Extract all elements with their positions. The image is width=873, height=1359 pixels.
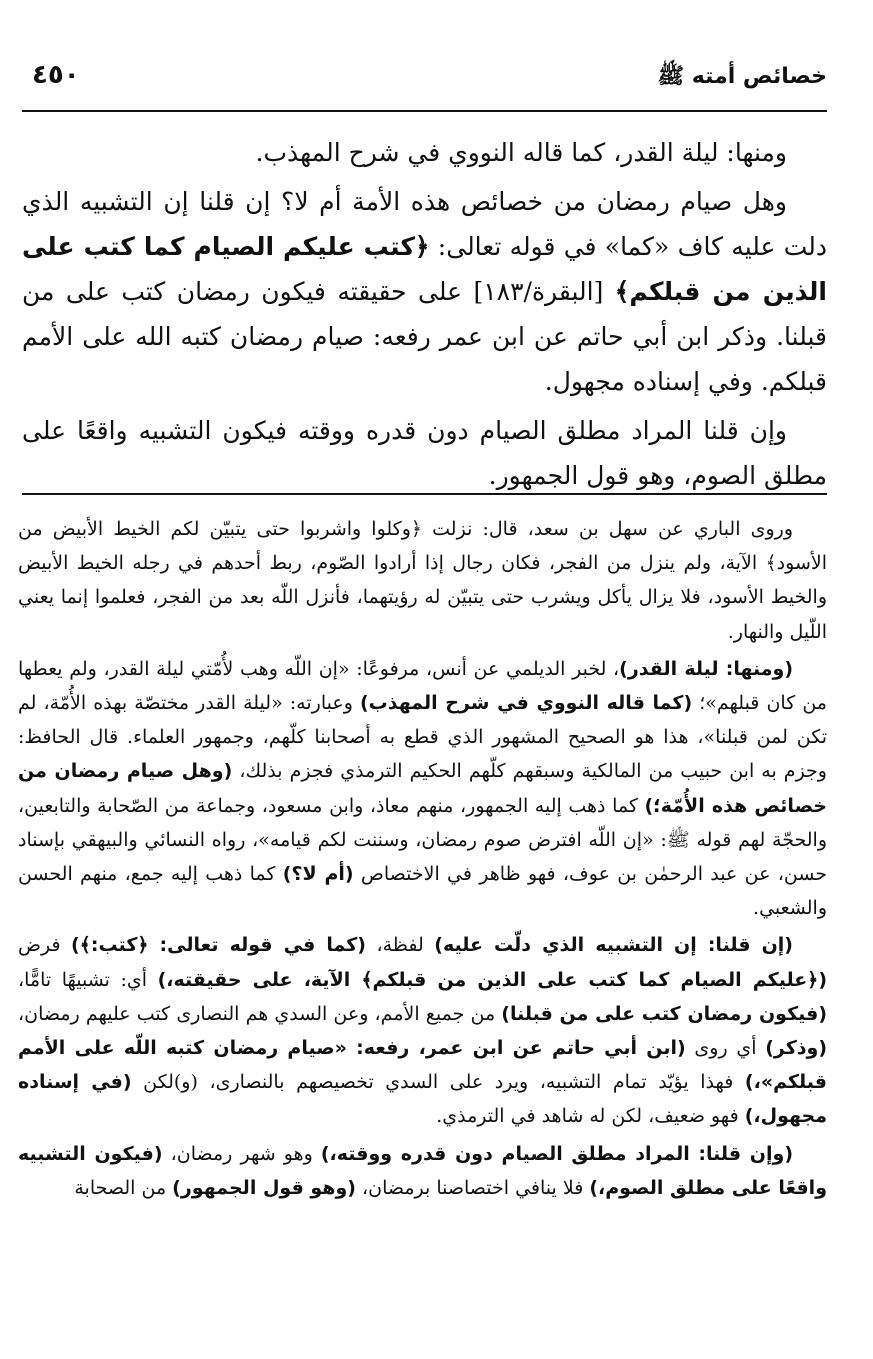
commentary-text-run: فهو ضعيف، لكن له شاهد في الترمذي. <box>436 1105 745 1128</box>
commentary-text-run: كما ذهب إليه جمع، منهم الحسن والشعبي. <box>18 863 827 920</box>
header-divider <box>22 110 827 112</box>
quoted-matn: (أم لا؟) <box>282 863 354 886</box>
matn-paragraph-2-text-a: وهل صيام رمضان من خصائص هذه الأمة أم لا؟ إن قلنا إن التشبيه الذي دلت عليه كاف «كما» في قوله تعالى: <box>22 187 827 261</box>
commentary-text-run: فرض <box>18 934 72 957</box>
commentary-text-run: فلا ينافي اختصاصنا برمضان، <box>355 1176 590 1199</box>
quran-verse: ﴿كتب عليكم الصيام كما كتب على الذين من قبلكم﴾ <box>22 232 827 306</box>
commentary-text-run: وعبارته: «ليلة القدر مختصّة بهذه الأُمّة، لم تكن لمن قبلنا»، هذا هو الصحيح المشهور الذي قطع به أصحابنا كلّهم، وجمهور العلماء. قال الحافظ: وجزم به ابن حبيب من المالكية وسبقهم كلّهم الحكيم الترمذي فجزم بذلك، <box>18 692 827 783</box>
section-divider <box>22 493 827 495</box>
commentary-paragraph-3 <box>18 928 827 1133</box>
quoted-matn: (فيكون التشبيه واقعًا على مطلق الصوم،) <box>18 1142 827 1199</box>
commentary-text <box>18 512 827 1205</box>
commentary-text-run: من الصحابة <box>74 1176 173 1199</box>
quoted-matn: (ومنها: ليلة القدر) <box>619 657 794 680</box>
quoted-matn: (﴿عليكم الصيام كما كتب على الذين من قبلكم﴾ الآية، على حقيقته،) <box>157 968 828 991</box>
matn-paragraph-3: وإن قلنا المراد مطلق الصيام دون قدره ووقته فيكون التشبيه واقعًا على مطلق الصوم، وهو قول الجمهور. <box>22 416 827 490</box>
commentary-text-run: من جميع الأمم، وعن السدي هم النصارى كتب عليهم رمضان، <box>18 1002 502 1025</box>
commentary-paragraph-2 <box>18 652 827 926</box>
commentary-paragraph-4 <box>18 1137 827 1205</box>
commentary-paragraph-1: وروى الباري عن سهل بن سعد، قال: نزلت ﴿وكلوا واشربوا حتى يتبيّن لكم الخيط الأبيض من الأسود﴾ الآية، ولم ينزل من الفجر، فكان رجال إذا أرادوا الصّوم، ربط أحدهم في رجله الخيط الأبيض والخيط الأسود، فلا يزال يأكل ويشرب حتى يتبيّن له رؤيتهما، فأنزل اللّه بعد من الفجر، فعلموا إنما يعني اللّيل والنهار. <box>18 518 827 643</box>
commentary-text-run: أي روى <box>685 1037 766 1060</box>
page-header <box>22 58 827 102</box>
quoted-matn: (إن قلنا: إن التشبيه الذي دلّت عليه) <box>434 934 793 957</box>
quoted-matn: (فيكون رمضان كتب على من قبلنا) <box>501 1002 828 1025</box>
commentary-text-run: أي: تشبيهًا تامًّا، <box>18 968 158 991</box>
quoted-matn: (ابن أبي حاتم عن ابن عمر، رفعه: «صيام رمضان كتبه اللّه على الأمم قبلكم»،) <box>18 1037 827 1094</box>
matn-paragraph-1: ومنها: ليلة القدر، كما قاله النووي في شرح المهذب. <box>255 138 787 167</box>
quoted-matn: (وإن قلنا: المراد مطلق الصيام دون قدره ووقته،) <box>320 1142 793 1165</box>
matn-text <box>22 130 827 498</box>
commentary-text-run: لفظة، <box>365 934 435 957</box>
quoted-matn: (في إسناده مجهول،) <box>18 1071 827 1128</box>
commentary-text-run: كما ذهب إليه الجمهور، منهم معاذ، وابن مسعود، وجماعة من الصّحابة والتابعين، والحجّة لهم قوله ﷺ: «إن اللّه افترض صوم رمضان، وسننت لكم قيامه»، رواه النسائي والبيهقي بإسناد حسن، عن عبد الرحمٰن بن عوف، فهو ظاهر في الاختصاص <box>18 794 828 886</box>
quoted-matn: (وهل صيام رمضان من خصائص هذه الأُمّة؛) <box>18 760 827 817</box>
commentary-text-run: وهو شهر رمضان، <box>162 1142 321 1165</box>
quoted-matn: (كما قاله النووي في شرح المهذب) <box>359 692 693 715</box>
quoted-matn: (وهو قول الجمهور) <box>172 1176 356 1199</box>
quoted-matn: (كما في قوله تعالى: ﴿كتب:﴾) <box>71 934 366 957</box>
commentary-text-run: ، لخبر الديلمي عن أنس، مرفوعًا: «إن اللّه وهب لأُمّتي ليلة القدر، ولم يعطها من كان قبلهم»؛ <box>18 657 827 715</box>
commentary-text-run: فهذا يؤيّد تمام التشبيه، ويرد على السدي تخصيصهم بالنصارى، (و)لكن <box>131 1071 745 1094</box>
quoted-matn: (وذكر) <box>765 1037 827 1060</box>
page-number: ٤٥٠ <box>32 60 80 90</box>
matn-paragraph-2 <box>22 179 827 404</box>
running-title: خصائص أمته ﷺ <box>657 64 827 89</box>
matn-paragraph-2-text-b: [البقرة/١٨٣] على حقيقته فيكون رمضان كتب على من قبلنا. وذكر ابن أبي حاتم عن ابن عمر رفعه: صيام رمضان كتبه الله على الأمم قبلكم. وفي إسناده مجهول. <box>22 277 827 396</box>
